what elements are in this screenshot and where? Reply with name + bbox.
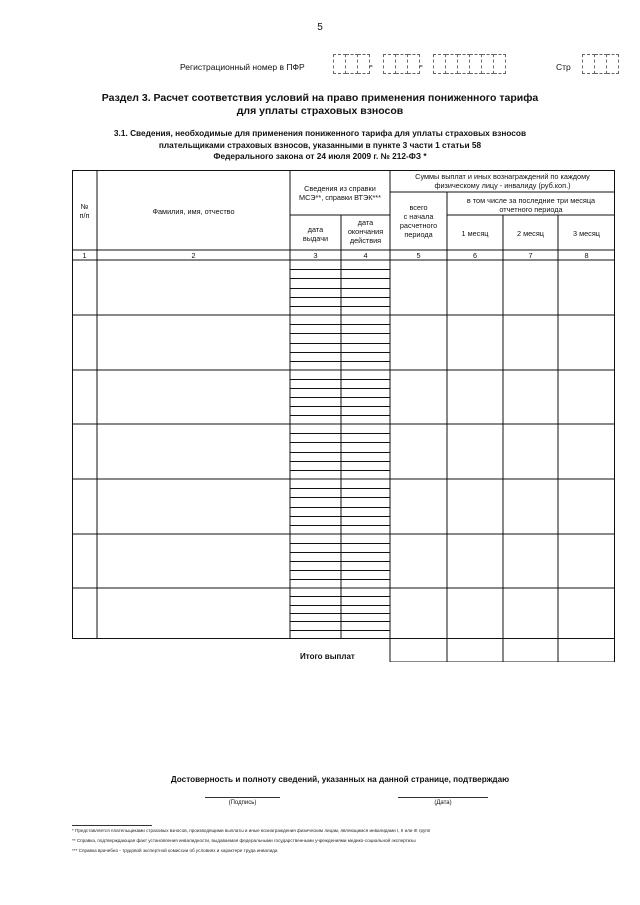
col-month-2-header: 2 месяц <box>517 229 544 238</box>
page-label: Стр <box>556 62 571 72</box>
col-index-3: 3 <box>313 251 318 260</box>
page-number: 5 <box>317 22 323 33</box>
col-number-line-1: № <box>80 202 89 211</box>
certification-text: Достоверность и полноту сведений, указанных на данной странице, подтверждаю <box>170 775 510 784</box>
reg-number-part-2[interactable] <box>383 54 420 74</box>
page-number-boxes[interactable] <box>582 54 619 74</box>
disabled-payments-table <box>72 170 615 662</box>
date-line[interactable] <box>398 797 488 798</box>
col-index-7: 7 <box>528 251 533 260</box>
col-total-line-1: всего <box>409 203 428 212</box>
section-title-line-1: Раздел 3. Расчет соответствия условий на право применения пониженного тарифа <box>101 92 539 104</box>
reg-separator-2: - <box>419 58 423 72</box>
footnote-1: * Представляется плательщиками страховых взносов, производящими выплаты и иные вознаграждения физическим лицам, являющимся инвалидами I, II или III групп <box>72 828 431 833</box>
reg-number-part-1[interactable] <box>333 54 370 74</box>
col-mse-header <box>290 184 390 202</box>
col-mse-line-1: Сведения из справки <box>304 184 376 193</box>
col-month-1-header: 1 месяц <box>461 229 489 238</box>
col-index-2: 2 <box>191 251 196 260</box>
reg-number-part-3[interactable] <box>433 54 506 74</box>
col-total-line-3: расчетного <box>399 221 438 230</box>
col-index-6: 6 <box>472 251 478 260</box>
signature-line[interactable] <box>205 797 280 798</box>
col-last3-line-2: отчетного периода <box>499 205 563 214</box>
footnote-rule <box>72 825 152 826</box>
col-end-line-2: окончания <box>347 227 384 236</box>
col-number-line-2: п/п <box>79 211 90 220</box>
col-last3-line-1: в том числе за последние три месяца <box>466 196 596 205</box>
col-sums-header <box>390 172 615 190</box>
col-end-date-header <box>341 218 390 245</box>
col-index-4: 4 <box>363 251 368 260</box>
col-issue-line-1: дата <box>307 225 324 234</box>
footnote-2: ** Справка, подтверждающая факт установления инвалидности, выдаваемая федеральными государственными учреждениями медико-социальной экспертизы <box>72 838 416 843</box>
total-payments-label: Итого выплат <box>300 652 355 661</box>
subsection-line-3: Федерального закона от 24 июля 2009 г. № 212-ФЗ * <box>213 151 427 161</box>
col-month-3-header: 3 месяц <box>573 229 600 238</box>
signature-label: (Подпись) <box>228 800 257 806</box>
col-index-1: 1 <box>82 251 87 260</box>
footnote-3: *** Справка врачебно - трудовой экспертной комиссии об условиях и характере труда инвалида <box>72 848 278 853</box>
col-sums-line-2: физическому лицу - инвалиду (руб.коп.) <box>434 181 571 190</box>
col-sums-line-1: Суммы выплат и иных вознаграждений по каждому <box>415 172 590 181</box>
col-end-line-1: дата <box>357 218 374 227</box>
col-issue-date-header <box>290 225 341 243</box>
section-title-line-2: для уплаты страховых взносов <box>236 105 404 117</box>
col-fio-header: Фамилия, имя, отчество <box>152 207 235 216</box>
col-number-header <box>72 202 97 220</box>
date-label: (Дата) <box>434 800 452 806</box>
subsection-line-2: плательщиками страховых взносов, указанными в пункте 3 части 1 статьи 58 <box>158 139 482 150</box>
reg-number-label: Регистрационный номер в ПФР <box>180 62 305 72</box>
subsection-line-1: 3.1. Сведения, необходимые для применения пониженного тарифа для уплаты страховых взносов <box>113 128 527 138</box>
col-index-5: 5 <box>416 251 421 260</box>
col-issue-line-2: выдачи <box>302 234 329 243</box>
col-end-line-3: действия <box>349 236 382 245</box>
col-total-line-2: с начала <box>403 212 434 221</box>
col-last3-header <box>447 196 615 214</box>
reg-separator-1: - <box>369 58 373 72</box>
subsection-title <box>80 128 560 163</box>
col-total-line-4: периода <box>404 230 433 239</box>
col-mse-line-2: МСЭ**, справки ВТЭК*** <box>299 193 381 202</box>
section-title <box>80 92 560 118</box>
col-total-header <box>390 203 447 239</box>
col-index-8: 8 <box>584 251 589 260</box>
